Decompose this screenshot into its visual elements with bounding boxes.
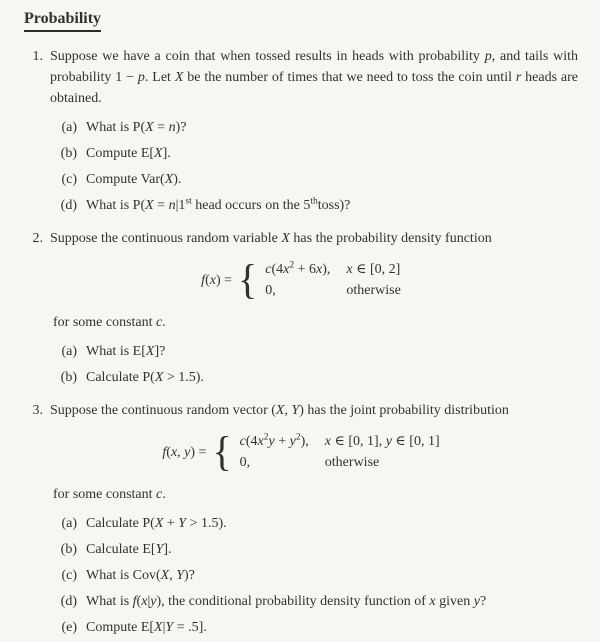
- subitem-3c: [53, 565, 578, 586]
- problem-intro: Suppose we have a coin that when tossed results in heads with probability p, and tails with probability 1 − p. Let X be the number of times that we need to toss the coin until r heads are obtained.: [50, 49, 578, 106]
- subitem-text: Compute Var(X).: [86, 172, 182, 187]
- subitem-label: (d): [60, 198, 77, 213]
- problem-3-subitems: [53, 513, 578, 638]
- cases-grid: [240, 431, 440, 473]
- cases-grid: [265, 259, 401, 301]
- subitem-label: (b): [60, 146, 77, 161]
- subitem-3e: [53, 617, 578, 638]
- formula-lhs: f(x, y) =: [162, 444, 207, 460]
- problem-intro: Suppose the continuous random variable X has the probability density function: [50, 231, 492, 246]
- subitem-label: (d): [60, 594, 77, 609]
- case-expr: 0,: [239, 455, 251, 470]
- problem-3: [24, 400, 578, 638]
- subitem-2b: [53, 367, 578, 388]
- page-title: Probability: [24, 8, 101, 32]
- subitem-text: Compute E[X|Y = .5].: [86, 620, 207, 635]
- subitem-2a: [53, 341, 578, 362]
- case-cond: otherwise: [324, 455, 380, 470]
- formula-lhs: f(x) =: [201, 272, 233, 288]
- subitem-text: Compute E[X].: [86, 146, 171, 161]
- subitem-text: Calculate E[Y].: [86, 542, 172, 557]
- subitem-text: What is E[X]?: [86, 344, 166, 359]
- subitem-text: Calculate P(X > 1.5).: [86, 370, 204, 385]
- problem-2: [24, 228, 578, 388]
- problem-number: 3.: [32, 403, 43, 418]
- case-cond: x ∈ [0, 2]: [346, 262, 401, 277]
- pdf-formula-3: [24, 427, 578, 476]
- subitem-3b: [53, 539, 578, 560]
- subitem-label: (b): [60, 370, 77, 385]
- subitem-3d: [53, 591, 578, 612]
- cases-brace: {: [238, 255, 258, 304]
- document-page: [24, 8, 578, 638]
- subitem-text: What is P(X = n|1st head occurs on the 5thtoss)?: [86, 196, 351, 213]
- problem-intro: Suppose the continuous random vector (X, Y) has the joint probability distribution: [50, 403, 509, 418]
- cases-brace: {: [212, 427, 232, 476]
- subitem-label: (c): [61, 568, 77, 583]
- constant-note: for some constant c.: [53, 315, 166, 330]
- problem-2-subitems: [53, 341, 578, 388]
- problem-2-statement: [24, 228, 578, 249]
- subitem-text: What is Cov(X, Y)?: [86, 568, 195, 583]
- subitem-3a: [53, 513, 578, 534]
- case-expr: $c(4x^2y + y^2)$,: [239, 432, 309, 449]
- problem-1-statement: [24, 46, 578, 109]
- case-expr: 0,: [265, 283, 276, 298]
- pdf-formula-2: [24, 255, 578, 304]
- problem-1: [24, 46, 578, 216]
- subitem-text: What is f(x|y), the conditional probability density function of x given y?: [86, 594, 487, 609]
- subitem-text: What is P(X = n)?: [86, 120, 187, 135]
- subitem-label: (a): [61, 516, 77, 531]
- subitem-label: (c): [61, 172, 77, 187]
- case-cond: x ∈ [0, 1], y ∈ [0, 1]: [324, 434, 440, 449]
- subitem-label: (a): [61, 120, 77, 135]
- problem-number: 2.: [32, 231, 43, 246]
- subitem-label: (a): [61, 344, 77, 359]
- case-cond: otherwise: [346, 283, 401, 298]
- subitem-label: (e): [61, 620, 77, 635]
- subitem-text: Calculate P(X + Y > 1.5).: [86, 516, 227, 531]
- subitem-1b: [53, 143, 578, 164]
- subitem-1d: [53, 195, 578, 216]
- subitem-label: (b): [60, 542, 77, 557]
- problem-3-statement: [24, 400, 578, 421]
- subitem-1c: [53, 169, 578, 190]
- subitem-1a: [53, 117, 578, 138]
- problem-1-subitems: [53, 117, 578, 216]
- case-expr: $c(4x^2 + 6x)$,: [265, 260, 331, 277]
- problem-number: 1.: [32, 49, 43, 64]
- constant-note: for some constant c.: [53, 487, 166, 502]
